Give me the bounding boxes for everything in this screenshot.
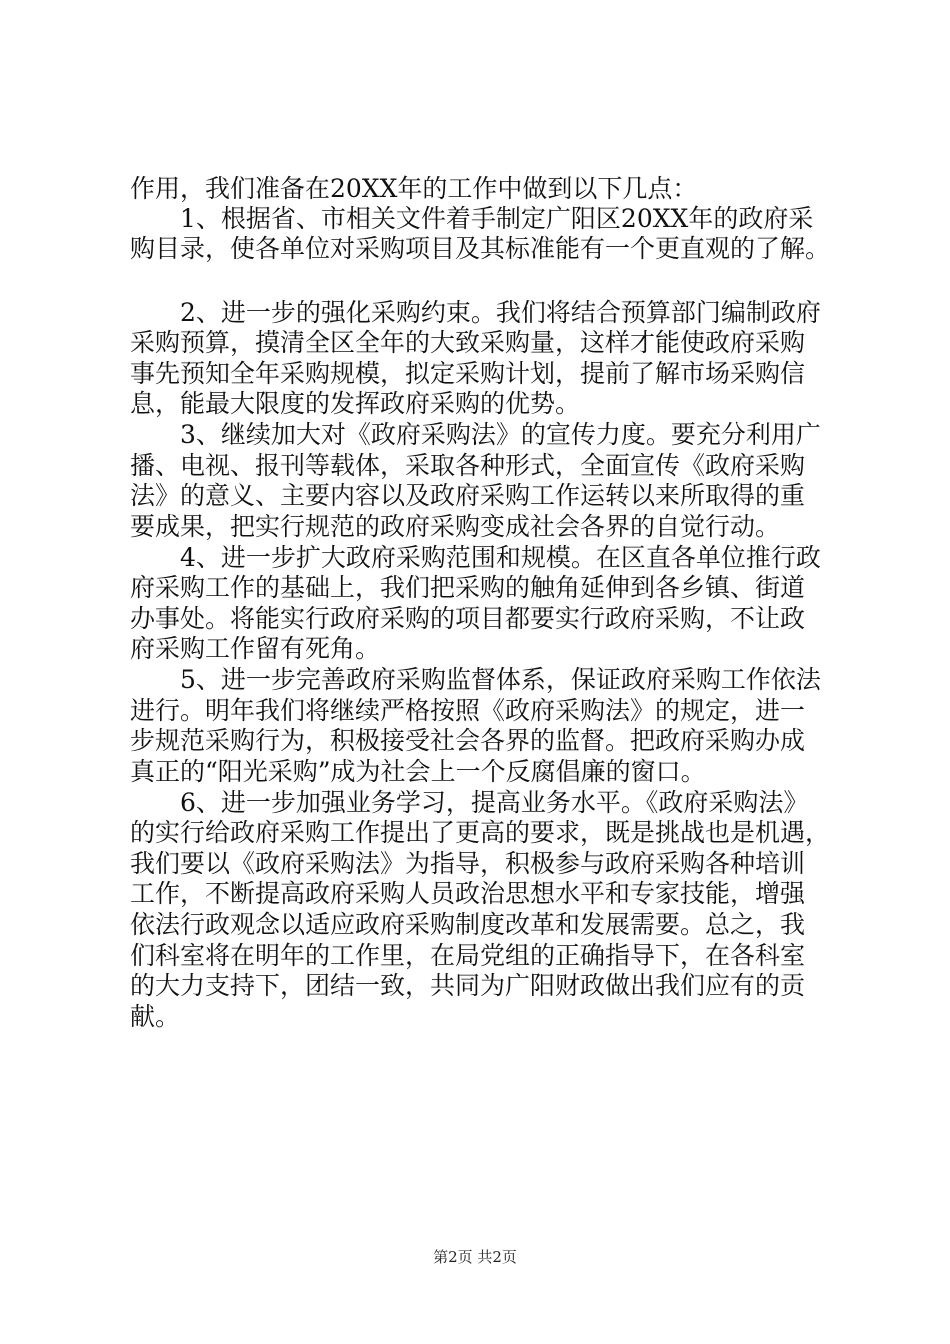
text-line: 5、进一步完善政府采购监督体系，保证政府采购工作依法 [180,665,821,694]
text-line: 3、继续加大对《政府采购法》的宣传力度。要充分利用广 [180,420,821,449]
text-line: 我们要以《政府采购法》为指导，积极参与政府采购各种培训 [130,849,806,878]
text-line: 要成果，把实行规范的政府采购变成社会各界的自觉行动。 [130,512,781,541]
text-line: 进行。明年我们将继续严格按照《政府采购法》的规定，进一 [130,696,806,725]
text-line: 依法行政观念以适应政府采购制度改革和发展需要。总之，我 [130,910,806,939]
text-line: 府采购工作的基础上，我们把采购的触角延伸到各乡镇、街道 [130,573,806,602]
text-line: 1、根据省、市相关文件着手制定广阳区20XX年的政府采 [180,204,814,233]
text-line: 6、进一步加强业务学习，提高业务水平。《政府采购法》 [180,788,809,817]
text-line: 们科室将在明年的工作里，在局党组的正确指导下，在各科室 [130,941,806,970]
text-line: 的大力支持下，团结一致，共同为广阳财政做出我们应有的贡 [130,971,806,1000]
text-line: 府采购工作留有死角。 [130,634,381,663]
text-line: 献。 [130,1002,181,1031]
text-line: 作用，我们准备在20XX年的工作中做到以下几点： [130,174,698,203]
text-line: 播、电视、报刊等载体，采取各种形式，全面宣传《政府采购 [130,451,806,480]
text-line: 息，能最大限度的发挥政府采购的优势。 [130,389,581,418]
text-line: 采购预算，摸清全区全年的大致采购量，这样才能使政府采购 [130,328,806,357]
text-line: 步规范采购行为，积极接受社会各界的监督。把政府采购办成 [130,726,806,755]
text-line: 的实行给政府采购工作提出了更高的要求，既是挑战也是机遇， [130,818,831,847]
text-line: 工作，不断提高政府采购人员政治思想水平和专家技能，增强 [130,879,806,908]
text-line: 购目录，使各单位对采购项目及其标准能有一个更直观的了解。 [130,234,831,263]
text-line: 事先预知全年采购规模，拟定采购计划，提前了解市场采购信 [130,359,806,388]
page-number-footer: 第2页 共2页 [433,1248,517,1266]
text-line: 2、进一步的强化采购约束。我们将结合预算部门编制政府 [180,298,821,327]
text-line: 真正的“阳光采购”成为社会上一个反腐倡廉的窗口。 [130,757,706,786]
text-line: 法》的意义、主要内容以及政府采购工作运转以来所取得的重 [130,481,806,510]
text-line: 办事处。将能实行政府采购的项目都要实行政府采购，不让政 [130,604,806,633]
text-line: 4、进一步扩大政府采购范围和规模。在区直各单位推行政 [180,543,821,572]
